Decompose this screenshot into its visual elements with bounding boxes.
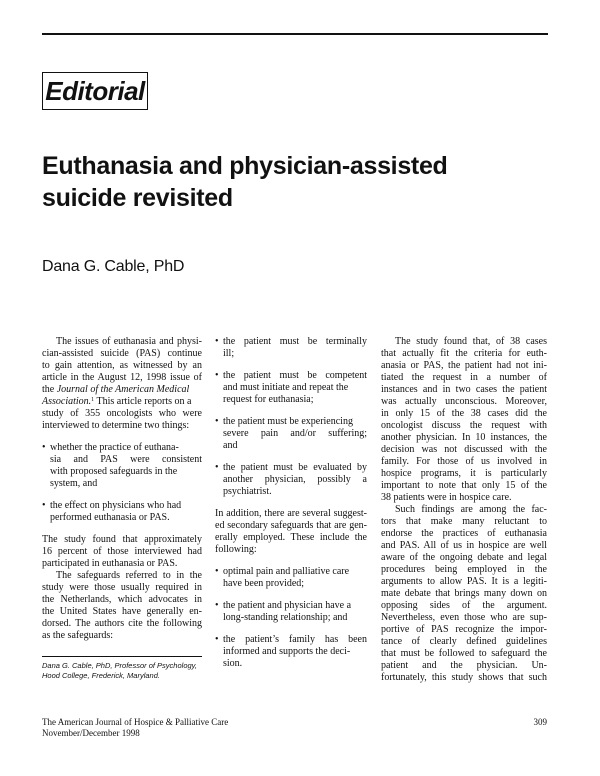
paragraph [42, 570, 202, 642]
text-line: interviewed to determine two things: [42, 420, 190, 431]
text-line: • the patient must be competent [215, 370, 367, 382]
text-line: • the patient and physician have a [215, 600, 367, 612]
title-line: suicide revisited [42, 184, 233, 212]
text-line: cian-assisted suicide (PAS) continue [42, 348, 202, 359]
running-footer [42, 717, 228, 739]
list-item [42, 442, 202, 490]
text-line: In addition, there are several suggest- [215, 508, 367, 519]
text-line: ed secondary safeguards that are gen- [215, 520, 367, 531]
text-line: 38 patients were in hospice care. [381, 492, 512, 503]
page-number: 309 [533, 717, 547, 727]
title-line: Euthanasia and physician-assisted [42, 152, 448, 180]
text-line: the United States have generally en- [42, 606, 202, 617]
text-line: oncologist discuss the request with [381, 420, 547, 431]
paragraph [215, 508, 367, 556]
text-line: ill; [223, 348, 235, 359]
text-line: request for euthanasia; [223, 394, 314, 405]
text-line: • the effect on physicians who had [42, 500, 202, 512]
text-line: procedures being employed in the [381, 564, 547, 575]
text-line: and PAS. All of us in hospice are well [381, 540, 547, 551]
journal-name: The American Journal of Hospice & Palliative Care [42, 717, 229, 727]
text-line: dorsed. The authors cite the following [42, 618, 202, 629]
text-line: Hood College, Frederick, Maryland. [42, 671, 160, 680]
text-line: with proposed safeguards in the [50, 466, 178, 477]
column-1 [42, 336, 202, 642]
list-item [215, 336, 367, 360]
paragraph [381, 336, 547, 504]
text-line: the Netherlands, which advocates in [42, 594, 202, 605]
text-line: that actually fit the criteria for euth- [381, 348, 547, 359]
text-line: tors that make many reluctant to [381, 516, 547, 527]
text-line: important to note that only 15 of the [381, 480, 547, 491]
text-line [42, 396, 202, 408]
journal-title: Journal of the American Medical [56, 384, 190, 395]
text-line: another physician, possibly a [223, 474, 367, 485]
text-line: anasia or PAS, the patient had not ini- [381, 360, 547, 371]
list-item [42, 500, 202, 524]
text-line: endorse the practices of euthanasia [381, 528, 547, 539]
text-span: the [42, 384, 57, 395]
paragraph [42, 336, 202, 432]
text-line: long-standing relationship; and [223, 612, 348, 623]
text-line: decision was not discussed with the [381, 444, 547, 455]
list-item [215, 462, 367, 498]
text-line: tance of clearly defined guidelines [381, 636, 547, 647]
text-line: • the patient’s family has been [215, 634, 367, 646]
text-line: and must initiate and repeat the [223, 382, 349, 393]
text-line: portive of PAS recognize the impor- [381, 624, 547, 635]
author-affiliation [42, 661, 212, 681]
text-line: opposing sides of the argument. [381, 600, 547, 611]
text-line: • optimal pain and palliative care [215, 566, 367, 578]
footnote-rule [42, 656, 202, 657]
text-line: have been provided; [223, 578, 305, 589]
text-line: instances and in two cases the patient [381, 384, 547, 395]
reference-marker: 1 [91, 397, 95, 403]
text-span: This article reports on a [94, 396, 192, 407]
text-line: Dana G. Cable, PhD, Professor of Psychology, [42, 661, 197, 670]
list-item [215, 566, 367, 590]
text-line: The safeguards referred to in the [56, 570, 202, 581]
text-line: system, and [50, 478, 98, 489]
text-line: arguments to allow PAS. It is a legiti- [381, 576, 547, 587]
text-line: • the patient must be evaluated by [215, 462, 367, 474]
text-line: aware of the ongoing debate and legal [381, 552, 547, 563]
text-line: informed and supports the deci- [223, 646, 351, 657]
column-3 [381, 336, 547, 684]
journal-title: Association. [42, 396, 92, 407]
journal-issue: November/December 1998 [42, 728, 140, 738]
text-line: The study found that approximately [42, 534, 202, 545]
text-line: severe pain and/or suffering; [223, 428, 367, 439]
column-2 [215, 336, 367, 670]
text-line: tiated the request in a number of [381, 372, 547, 383]
paragraph [381, 504, 547, 684]
text-line: study were those usually required in [42, 582, 202, 593]
text-line: Nevertheless, even those who are sup- [381, 612, 547, 623]
text-line: to gain attention, as witnessed by an [42, 360, 202, 371]
text-line: following: [215, 544, 257, 555]
top-rule [42, 33, 548, 35]
text-line: patient and the physician. Un- [381, 660, 547, 671]
text-line: hospice programs, it is particularly [381, 468, 547, 479]
article-title [42, 150, 502, 214]
author-name: Dana G. Cable, PhD [42, 258, 185, 275]
text-line: article in the August 12, 1998 issue of [42, 372, 202, 383]
text-line: sion. [223, 658, 243, 669]
text-line: performed euthanasia or PAS. [50, 512, 170, 523]
text-line: mate debate that brings many down on [381, 588, 547, 599]
text-line: fortunately, this study shows that such [381, 672, 547, 683]
list-item [215, 600, 367, 624]
list-item [215, 416, 367, 452]
list-item [215, 370, 367, 406]
section-label: Editorial [42, 72, 148, 110]
text-line: • the patient must be terminally [215, 336, 367, 348]
text-line: erally employed. These include the [215, 532, 367, 543]
text-line: that must be followed to safeguard the [381, 648, 547, 659]
text-line: psychiatrist. [223, 486, 272, 497]
text-line: 16 percent of those interviewed had [42, 546, 202, 557]
text-line: The study found that, of 38 cases [395, 336, 547, 347]
text-line: • the patient must be experiencing [215, 416, 367, 428]
text-line: another physician. In 10 instances, the [381, 432, 547, 443]
text-line: family. For those of us involved in [381, 456, 547, 467]
list-item [215, 634, 367, 670]
text-line: • whether the practice of euthana- [42, 442, 202, 454]
text-line: as the safeguards: [42, 630, 114, 641]
text-line: Such findings are among the fac- [395, 504, 547, 515]
text-line: sia and PAS were consistent [50, 454, 202, 465]
text-line: participated in euthanasia or PAS. [42, 558, 178, 569]
text-line [42, 384, 202, 396]
text-line: and [223, 440, 238, 451]
text-line: study of 355 oncologists who were [42, 408, 202, 419]
text-line: in only 15 of the 38 cases did the [381, 408, 547, 419]
paragraph [42, 534, 202, 570]
text-line: The issues of euthanasia and physi- [56, 336, 202, 347]
text-line: was actually unconscious. Moreover, [381, 396, 547, 407]
